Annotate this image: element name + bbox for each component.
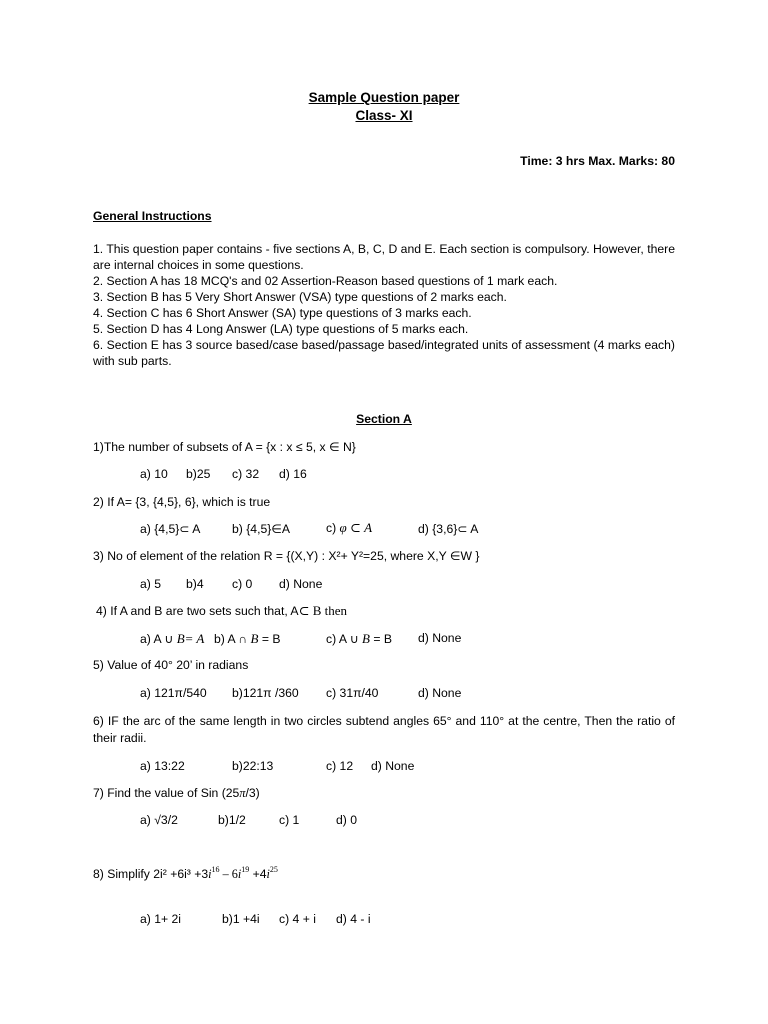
instruction-item: 1. This question paper contains - five sections A, B, C, D and E. Each section is compulsory. However, there are internal choices in some questions.: [93, 242, 675, 272]
q2-option-c: c) φ ⊂ A: [326, 520, 373, 535]
q2-option-d: d) {3,6}⊂ A: [418, 522, 479, 536]
class-label: Class- XI: [355, 108, 413, 123]
q7-option-b: b)1/2: [218, 813, 246, 827]
question-4: 4) If A and B are two sets such that, A⊂ B then: [96, 603, 348, 618]
question-8: 8) Simplify $2i^2 +6i^3 +3i^{16} - 6i^{19} +4i^{25}$: [93, 865, 278, 881]
q6-option-d: d) None: [371, 759, 415, 773]
q8-option-c: c) 4 + i: [279, 912, 316, 926]
section-a-heading: Section A: [356, 412, 412, 426]
q4-option-d: d) None: [418, 631, 462, 645]
time-marks: Time: 3 hrs Max. Marks: 80: [520, 154, 675, 168]
q6-option-c: c) 12: [326, 759, 354, 773]
question-1: 1)The number of subsets of A = {x : x ≤ 5, x ∈ N}: [93, 440, 356, 454]
q7-option-a: a) √3/2: [140, 813, 178, 827]
q5-option-c: c) 31π/40: [326, 686, 379, 700]
q8-option-a: a) 1+ 2i: [140, 912, 181, 926]
q3-option-c: c) 0: [232, 577, 253, 591]
q2-option-b: b) {4,5}∈A: [232, 522, 291, 536]
q3-option-d: d) None: [279, 577, 323, 591]
instructions-heading: General Instructions: [93, 209, 212, 223]
instruction-item: 2. Section A has 18 MCQ's and 02 Assertion-Reason based questions of 1 mark each.: [93, 274, 558, 288]
q5-option-a: a) 121π/540: [140, 686, 207, 700]
q3-option-b: b)4: [186, 577, 204, 591]
q7-option-c: c) 1: [279, 813, 300, 827]
q5-option-d: d) None: [418, 686, 462, 700]
q2-option-a: a) {4,5}⊂ A: [140, 522, 201, 536]
q6-option-a: a) 13:22: [140, 759, 185, 773]
instruction-item: 5. Section D has 4 Long Answer (LA) type questions of 5 marks each.: [93, 322, 469, 336]
paper-title: Sample Question paper: [308, 90, 460, 105]
q5-option-b: b)121π /360: [232, 686, 299, 700]
instruction-item: 3. Section B has 5 Very Short Answer (VSA) type questions of 2 marks each.: [93, 290, 507, 304]
q1-option-d: d) 16: [279, 467, 307, 481]
question-2: 2) If A= {3, {4,5}, 6}, which is true: [93, 495, 271, 509]
q4-option-b: b) A ∩ B = B: [214, 631, 281, 646]
q8-option-b: b)1 +4i: [222, 912, 260, 926]
instruction-item: 4. Section C has 6 Short Answer (SA) type questions of 3 marks each.: [93, 306, 472, 320]
q3-option-a: a) 5: [140, 577, 162, 591]
q7-option-d: d) 0: [336, 813, 358, 827]
q1-option-a: a) 10: [140, 467, 168, 481]
q8-option-d: d) 4 - i: [336, 912, 371, 926]
question-7: 7) Find the value of Sin (25π/3): [93, 786, 260, 800]
q1-option-c: c) 32: [232, 467, 260, 481]
instruction-item: 6. Section E has 3 source based/case based/passage based/integrated units of assessment (4 marks each) with sub parts.: [93, 338, 675, 368]
q4-option-a: a) A ∪ B= A: [140, 631, 205, 646]
question-5: 5) Value of 40° 20’ in radians: [93, 658, 249, 672]
q6-option-b: b)22:13: [232, 759, 274, 773]
q1-option-b: b)25: [186, 467, 211, 481]
question-3: 3) No of element of the relation R = {(X,Y) : X²+ Y²=25, where X,Y ∈W }: [93, 549, 480, 563]
q4-option-c: c) A ∪ B = B: [326, 631, 392, 646]
instructions-list: [93, 241, 675, 369]
question-6: 6) IF the arc of the same length in two circles subtend angles 65° and 110° at the centre, Then the ratio of their radii.: [93, 714, 675, 745]
